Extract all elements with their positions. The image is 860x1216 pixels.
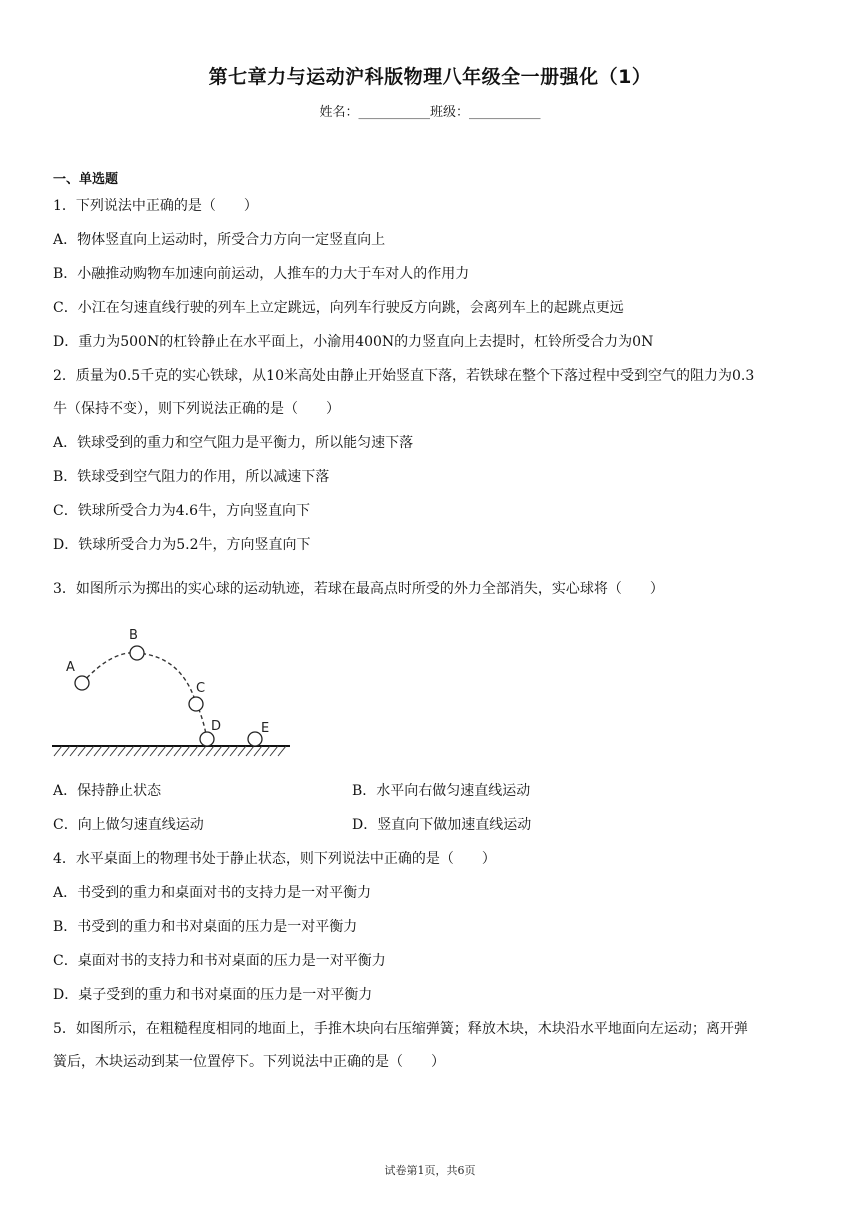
- question-2-option-b: B．铁球受到空气阻力的作用，所以减速下落: [53, 469, 330, 485]
- ground-hatching: [54, 746, 286, 756]
- label-a: A: [66, 660, 75, 675]
- page-title: 第七章力与运动沪科版物理八年级全一册强化（1）: [208, 66, 652, 88]
- label-d: D: [211, 719, 222, 734]
- question-1-option-a: A．物体竖直向上运动时，所受合力方向一定竖直向上: [53, 232, 386, 248]
- question-1-option-b: B．小融推动购物车加速向前运动，人推车的力大于车对人的作用力: [53, 266, 470, 282]
- question-5-stem-line1: 5．如图所示，在粗糙程度相同的地面上，手推木块向右压缩弹簧；释放木块，木块沿水平地面向左运动；离开弹: [53, 1021, 748, 1037]
- question-1-stem: 1．下列说法中正确的是（ ）: [53, 198, 258, 214]
- question-2-option-d: D．铁球所受合力为5.2牛，方向竖直向下: [53, 537, 311, 553]
- question-3-option-b: B．水平向右做匀速直线运动: [352, 783, 531, 799]
- ball-b: [130, 646, 144, 660]
- question-4-option-d: D．桌子受到的重力和书对桌面的压力是一对平衡力: [53, 987, 373, 1003]
- question-2-stem-line2: 牛（保持不变），则下列说法正确的是（ ）: [53, 401, 340, 417]
- ball-c: [189, 697, 203, 711]
- question-4-option-c: C．桌面对书的支持力和书对桌面的压力是一对平衡力: [53, 953, 386, 969]
- question-3-option-c: C．向上做匀速直线运动: [53, 817, 204, 833]
- question-1-option-c: C．小江在匀速直线行驶的列车上立定跳远，向列车行驶反方向跳，会离列车上的起跳点更远: [53, 300, 624, 316]
- question-4-option-b: B．书受到的重力和书对桌面的压力是一对平衡力: [53, 919, 358, 935]
- question-2-stem-line1: 2．质量为0.5千克的实心铁球，从10米高处由静止开始竖直下落，若铁球在整个下落过程中受到空气的阻力为0.3: [53, 368, 755, 384]
- section-heading: 一、单选题: [53, 172, 119, 187]
- ball-d: [200, 732, 214, 746]
- trajectory-figure: [50, 620, 300, 760]
- question-3-option-a: A．保持静止状态: [53, 783, 162, 799]
- question-3-stem: 3．如图所示为掷出的实心球的运动轨迹，若球在最高点时所受的外力全部消失，实心球将（ ）: [53, 581, 664, 597]
- label-b: B: [129, 628, 138, 643]
- name-class-line: 姓名：___________班级：___________: [319, 105, 541, 120]
- trajectory-path: [82, 653, 207, 740]
- question-4-stem: 4．水平桌面上的物理书处于静止状态，则下列说法中正确的是（ ）: [53, 851, 496, 867]
- page-footer: 试卷第1页，共6页: [384, 1164, 476, 1177]
- ball-a: [75, 676, 89, 690]
- question-4-option-a: A．书受到的重力和桌面对书的支持力是一对平衡力: [53, 885, 372, 901]
- question-2-option-c: C．铁球所受合力为4.6牛，方向竖直向下: [53, 503, 310, 519]
- question-2-option-a: A．铁球受到的重力和空气阻力是平衡力，所以能匀速下落: [53, 435, 414, 451]
- question-3-option-d: D．竖直向下做加速直线运动: [352, 817, 532, 833]
- ball-e: [248, 732, 262, 746]
- question-5-stem-line2: 簧后，木块运动到某一位置停下。下列说法中正确的是（ ）: [53, 1054, 445, 1070]
- label-e: E: [261, 721, 270, 736]
- label-c: C: [196, 681, 206, 696]
- question-1-option-d: D．重力为500N的杠铃静止在水平面上，小渝用400N的力竖直向上去提时，杠铃所受合力为0N: [53, 334, 654, 350]
